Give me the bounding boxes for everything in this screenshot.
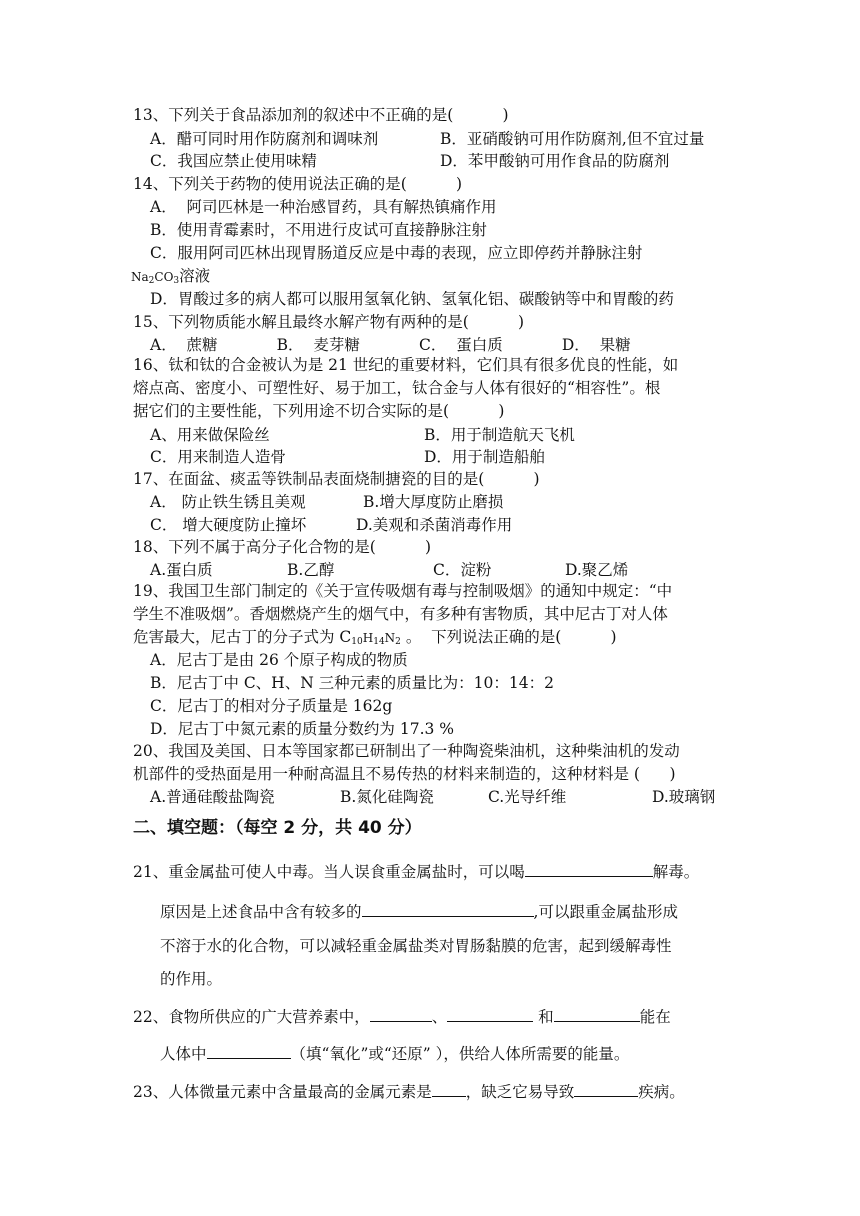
question-20-option-c: C.光导纤维 (488, 788, 567, 806)
question-19-line-1: 19、我国卫生部门制定的《关于宣传吸烟有毒与控制吸烟》的通知中规定：“中 (133, 582, 673, 600)
question-13-option-d: D．苯甲酸钠可用作食品的防腐剂 (440, 152, 670, 170)
question-13-option-b: B．亚硝酸钠可用作防腐剂,但不宜过量 (440, 130, 705, 148)
q22-text-b: 能在 (639, 1008, 671, 1026)
hydrogen-subscript: 14 (373, 637, 385, 647)
nitrogen-subscript: 2 (395, 637, 401, 647)
q22-sep-2: 和 (533, 1008, 554, 1026)
q22-text-d: （填“氧化”或“还原” ），供给人体所需要的能量。 (290, 1045, 630, 1063)
question-20-option-d: D.玻璃钢 (652, 788, 716, 806)
question-16-option-c: C．用来制造人造骨 (150, 448, 286, 466)
question-18-stem: 18、下列不属于高分子化合物的是( ) (133, 538, 432, 556)
section-2-heading: 二、填空题：（每空 2 分，共 40 分） (133, 818, 422, 838)
answer-blank[interactable] (370, 1005, 432, 1022)
answer-blank[interactable] (554, 1005, 640, 1022)
question-16-line-3: 据它们的主要性能，下列用途不切合实际的是( ) (133, 402, 505, 420)
formula-h: H (362, 631, 374, 645)
question-14-option-a: A． 阿司匹林是一种治感冒药，具有解热镇痛作用 (150, 198, 497, 216)
question-21-line-1 (133, 860, 699, 883)
question-16-line-1: 16、钛和钛的合金被认为是 21 世纪的重要材料，它们具有很多优良的性能，如 (133, 356, 679, 374)
question-19-option-a: A．尼古丁是由 26 个原子构成的物质 (150, 651, 408, 669)
question-19-line-2: 学生不准吸烟”。香烟燃烧产生的烟气中，有多种有害物质，其中尼古丁对人体 (133, 605, 668, 623)
question-21-line-4: 的作用。 (160, 970, 223, 988)
question-20-line-2: 机部件的受热面是用一种耐高温且不易传热的材料来制造的，这种材料是 ( ) (133, 765, 676, 783)
q22-text-a: 22、食物所供应的广大营养素中， (133, 1008, 370, 1026)
question-22-line-1 (133, 1005, 671, 1028)
answer-blank[interactable] (432, 1080, 466, 1097)
question-16-line-2: 熔点高、密度小、可塑性好、易于加工，钛合金与人体有很好的“相容性”。根 (133, 379, 661, 397)
question-13-stem: 13、下列关于食品添加剂的叙述中不正确的是( ) (133, 106, 509, 124)
line-3-text: 危害最大，尼古丁的分子式为 C (133, 628, 352, 646)
answer-blank[interactable] (207, 1042, 291, 1059)
question-23-line-1 (133, 1080, 685, 1103)
question-13-option-a: A．醋可同时用作防腐剂和调味剂 (150, 130, 379, 148)
question-14-option-d: D．胃酸过多的病人都可以服用氢氧化钠、氢氧化铝、碳酸钠等中和胃酸的药 (150, 290, 674, 308)
question-17-option-a: A． 防止铁生锈且美观 (150, 493, 306, 511)
q22-sep-1: 、 (431, 1008, 448, 1026)
question-18-option-b: B.乙醇 (287, 561, 335, 579)
answer-blank[interactable] (574, 1080, 638, 1097)
question-15-options: A． 蔗糖 B． 麦芽糖 C． 蛋白质 D． 果糖 (150, 336, 631, 354)
question-21-line-2 (160, 900, 678, 923)
q21-text-d: ,可以跟重金属盐形成 (533, 903, 678, 921)
question-19-option-c: C．尼古丁的相对分子质量是 162g (150, 697, 393, 715)
answer-blank[interactable] (362, 900, 534, 917)
question-21-line-3: 不溶于水的化合物，可以减轻重金属盐类对胃肠黏膜的危害，起到缓解毒性 (160, 937, 672, 955)
question-18-option-a: A.蛋白质 (150, 561, 213, 579)
q23-text-a: 23、人体微量元素中含量最高的金属元素是 (133, 1083, 432, 1101)
question-17-option-d: D.美观和杀菌消毒作用 (356, 516, 513, 534)
question-20-line-1: 20、我国及美国、日本等国家都已研制出了一种陶瓷柴油机，这种柴油机的发动 (133, 742, 680, 760)
question-15-stem: 15、下列物质能水解且最终水解产物有两种的是( ) (133, 313, 525, 331)
question-17-option-b: B.增大厚度防止磨损 (363, 493, 504, 511)
formula-co: CO (154, 270, 174, 284)
question-19-option-b: B．尼古丁中 C、H、N 三种元素的质量比为：10：14：2 (150, 674, 554, 692)
question-16-option-d: D．用于制造船舶 (424, 448, 545, 466)
formula-na-subscript: 2 (148, 276, 155, 286)
line-3-tail: 。 下列说法正确的是( ) (400, 628, 617, 646)
question-17-stem: 17、在面盆、痰盂等铁制品表面烧制搪瓷的目的是( ) (133, 470, 540, 488)
q23-text-c: 疾病。 (638, 1083, 685, 1101)
formula-na: Na (131, 270, 149, 284)
question-14-stem: 14、下列关于药物的使用说法正确的是( ) (133, 175, 463, 193)
question-16-option-a: A、用来做保险丝 (150, 426, 270, 444)
q21-text-a: 21、重金属盐可使人中毒。当人误食重金属盐时，可以喝 (133, 863, 525, 881)
q23-text-b: ，缺乏它易导致 (465, 1083, 575, 1101)
question-14-option-b: B．使用青霉素时，不用进行皮试可直接静脉注射 (150, 221, 487, 239)
q21-text-b: 解毒。 (652, 863, 700, 881)
question-18-option-c: C．淀粉 (433, 561, 492, 579)
question-17-option-c: C． 增大硬度防止撞坏 (150, 516, 307, 534)
question-16-option-b: B．用于制造航天飞机 (424, 426, 575, 444)
option-c-tail: 溶液 (179, 267, 211, 285)
question-13-option-c: C．我国应禁止使用味精 (150, 152, 317, 170)
question-18-option-d: D.聚乙烯 (565, 561, 629, 579)
formula-co-subscript: 3 (173, 276, 180, 286)
formula-n: N (384, 631, 396, 645)
q22-text-c: 人体中 (160, 1045, 207, 1063)
answer-blank[interactable] (525, 860, 653, 877)
question-20-option-b: B.氮化硅陶瓷 (340, 788, 434, 806)
question-19-option-d: D．尼古丁中氮元素的质量分数约为 17.3 % (150, 720, 455, 738)
q21-text-c: 原因是上述食品中含有较多的 (160, 903, 362, 921)
carbon-subscript: 10 (351, 637, 363, 647)
question-20-option-a: A.普通硅酸盐陶瓷 (150, 788, 275, 806)
question-14-option-c: C．服用阿司匹林出现胃肠道反应是中毒的表现，应立即停药并静脉注射 (150, 244, 643, 262)
answer-blank[interactable] (447, 1005, 533, 1022)
question-22-line-2 (160, 1042, 629, 1065)
